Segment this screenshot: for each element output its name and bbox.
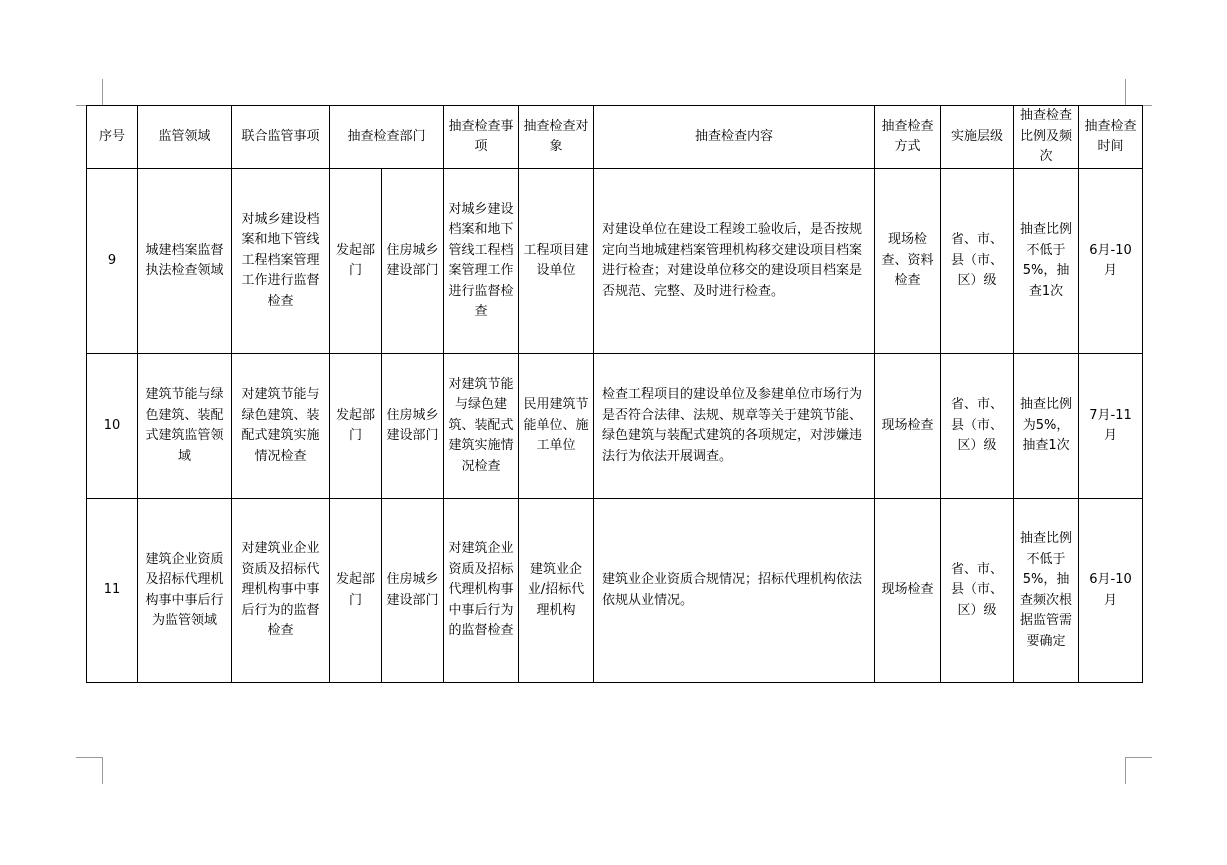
table-row	[87, 354, 1143, 499]
inspection-table	[86, 105, 1143, 683]
header-field: 监管领域	[138, 106, 232, 169]
cell-dept-name: 住房城乡建设部门	[382, 499, 444, 683]
cell-seq: 9	[87, 169, 138, 354]
cell-time: 6月-10月	[1079, 169, 1143, 354]
cell-dept-role: 发起部门	[330, 169, 382, 354]
header-ratio: 抽查检查比例及频次	[1014, 106, 1079, 169]
cell-content: 对建设单位在建设工程竣工验收后，是否按规定向当地城建档案管理机构移交建设项目档案进行检查；对建设单位移交的建设项目档案是否规范、完整、及时进行检查。	[594, 169, 875, 354]
cell-item: 对建筑企业资质及招标代理机构事中事后行为的监督检查	[444, 499, 519, 683]
cell-dept-role: 发起部门	[330, 499, 382, 683]
header-method: 抽查检查方式	[875, 106, 941, 169]
cell-dept-role: 发起部门	[330, 354, 382, 499]
cell-field: 建筑企业资质及招标代理机构事中事后行为监管领域	[138, 499, 232, 683]
cell-field: 城建档案监督执法检查领域	[138, 169, 232, 354]
cell-method: 现场检查、资料检查	[875, 169, 941, 354]
cell-content: 检查工程项目的建设单位及参建单位市场行为是否符合法律、法规、规章等关于建筑节能、绿色建筑与装配式建筑的各项规定，对涉嫌违法行为依法开展调查。	[594, 354, 875, 499]
cell-ratio: 抽查比例为5%，抽查1次	[1014, 354, 1079, 499]
cell-object: 建筑业企业/招标代理机构	[519, 499, 594, 683]
crop-mark-bottom-right	[1125, 757, 1152, 784]
cell-method: 现场检查	[875, 354, 941, 499]
crop-mark-bottom-left	[76, 757, 103, 784]
cell-level: 省、市、县（市、区）级	[941, 354, 1014, 499]
cell-ratio: 抽查比例不低于5%，抽查1次	[1014, 169, 1079, 354]
cell-object: 工程项目建设单位	[519, 169, 594, 354]
cell-item: 对城乡建设档案和地下管线工程档案管理工作进行监督检查	[444, 169, 519, 354]
cell-item: 对建筑节能与绿色建筑、装配式建筑实施情况检查	[444, 354, 519, 499]
header-level: 实施层级	[941, 106, 1014, 169]
cell-dept-name: 住房城乡建设部门	[382, 354, 444, 499]
cell-seq: 11	[87, 499, 138, 683]
cell-field: 建筑节能与绿色建筑、装配式建筑监管领域	[138, 354, 232, 499]
table-row	[87, 499, 1143, 683]
header-time: 抽查检查时间	[1079, 106, 1143, 169]
header-joint: 联合监管事项	[232, 106, 330, 169]
cell-ratio: 抽查比例不低于5%，抽查频次根据监管需要确定	[1014, 499, 1079, 683]
cell-time: 6月-10月	[1079, 499, 1143, 683]
cell-dept-name: 住房城乡建设部门	[382, 169, 444, 354]
table-row	[87, 169, 1143, 354]
crop-mark-top-left	[76, 79, 103, 106]
header-content: 抽查检查内容	[594, 106, 875, 169]
header-dept: 抽查检查部门	[330, 106, 444, 169]
cell-joint: 对城乡建设档案和地下管线工程档案管理工作进行监督检查	[232, 169, 330, 354]
cell-method: 现场检查	[875, 499, 941, 683]
cell-time: 7月-11月	[1079, 354, 1143, 499]
header-item: 抽查检查事项	[444, 106, 519, 169]
header-seq: 序号	[87, 106, 138, 169]
cell-level: 省、市、县（市、区）级	[941, 169, 1014, 354]
cell-joint: 对建筑节能与绿色建筑、装配式建筑实施情况检查	[232, 354, 330, 499]
cell-level: 省、市、县（市、区）级	[941, 499, 1014, 683]
crop-mark-top-right	[1125, 79, 1152, 106]
cell-content: 建筑业企业资质合规情况；招标代理机构依法依规从业情况。	[594, 499, 875, 683]
cell-joint: 对建筑业企业资质及招标代理机构事中事后行为的监督检查	[232, 499, 330, 683]
cell-object: 民用建筑节能单位、施工单位	[519, 354, 594, 499]
table-header-row	[87, 106, 1143, 169]
header-object: 抽查检查对象	[519, 106, 594, 169]
cell-seq: 10	[87, 354, 138, 499]
